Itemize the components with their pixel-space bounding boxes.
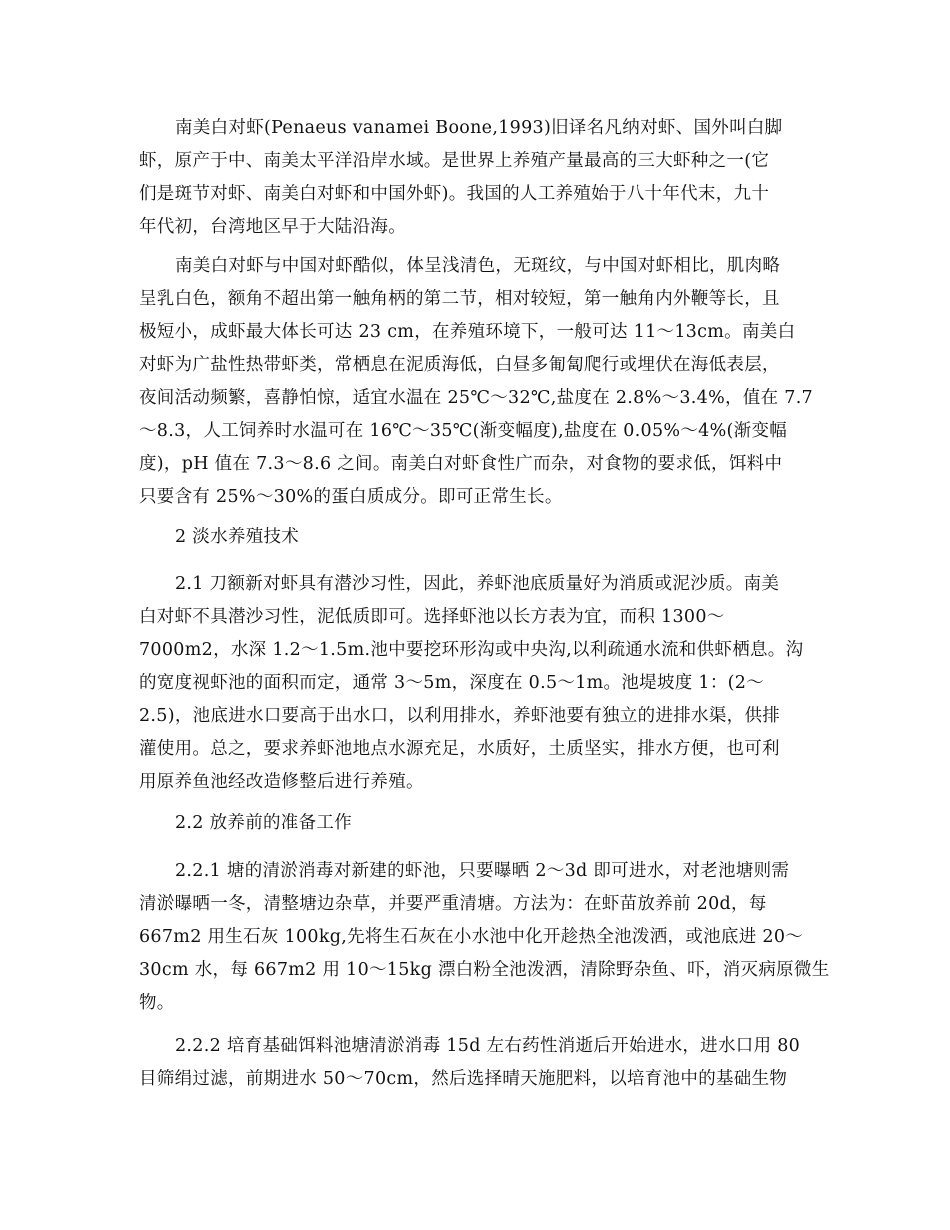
paragraph-description (139, 250, 819, 514)
text-line: ～8.3，人工饲养时水温可在 16℃～35℃(渐变幅度),盐度在 0.05%～4%(渐变幅 (139, 421, 788, 441)
text-line: 白对虾不具潜沙习性，泥低质即可。选择虾池以长方表为宜，而积 1300～ (139, 607, 725, 627)
text-line: 30cm 水，每 667m2 用 10～15kg 漂白粉全池泼洒，清除野杂鱼、吓，消灭病原微生 (139, 960, 830, 980)
text-line: 虾，原产于中、南美太平洋沿岸水域。是世界上养殖产量最高的三大虾种之一(它 (139, 151, 770, 171)
text-line: 2.2.2 培育基础饵料池塘清淤消毒 15d 左右药性消逝后开始进水，进水口用 80 (175, 1036, 801, 1056)
paragraph-2-2-2 (139, 1030, 819, 1096)
text-line: 7000m2，水深 1.2～1.5m.池中要挖环形沟或中央沟,以利疏通水流和供虾栖息。沟 (139, 640, 804, 660)
paragraph-intro (139, 112, 819, 244)
section-heading-2 (139, 521, 819, 554)
text-line: 2.1 刀额新对虾具有潜沙习性，因此，养虾池底质量好为消质或泥沙质。南美 (175, 574, 780, 594)
text-line: 夜间活动频繁，喜静怕惊，适宜水温在 25℃～32℃,盐度在 2.8%～3.4%，值在 7.7 (139, 388, 813, 408)
text-line: 南美白对虾(Penaeus vanamei Boone,1993)旧译名凡纳对虾、国外叫白脚 (175, 118, 783, 138)
text-line: 们是斑节对虾、南美白对虾和中国外虾)。我国的人工养殖始于八十年代末，九十 (139, 184, 770, 204)
paragraph-2-1 (139, 568, 819, 799)
text-line: 度)，pH 值在 7.3～8.6 之间。南美白对虾食性广而杂，对食物的要求低，饵料中 (139, 454, 783, 474)
text-line: 的宽度视虾池的面积而定，通常 3～5m，深度在 0.5～1m。池堤坡度 1：(2～ (139, 673, 765, 693)
text-line: 目筛绢过滤，前期进水 50～70cm，然后选择晴天施肥料，以培育池中的基础生物 (139, 1069, 788, 1089)
text-line: 南美白对虾与中国对虾酷似，体呈浅清色，无斑纹，与中国对虾相比，肌肉略 (175, 256, 781, 276)
text-line: 只要含有 25%～30%的蛋白质成分。即可正常生长。 (139, 487, 563, 507)
text-line: 667m2 用生石灰 100kg,先将生石灰在小水池中化开趁热全池泼洒，或池底进 20～ (139, 927, 804, 947)
text-line: 极短小，成虾最大体长可达 23 cm，在养殖环境下，一般可达 11～13cm。南美白 (139, 322, 796, 342)
section-heading-2-2 (139, 807, 819, 840)
text-line: 2.2.1 塘的清淤消毒对新建的虾池，只要曝晒 2～3d 即可进水，对老池塘则需 (175, 861, 790, 881)
heading-text: 2 淡水养殖技术 (175, 527, 300, 547)
text-line: 年代初，台湾地区早于大陆沿海。 (139, 217, 406, 237)
text-line: 2.5)，池底进水口要高于出水口，以利用排水，养虾池要有独立的进排水渠，供排 (139, 706, 781, 726)
paragraph-2-2-1 (139, 855, 830, 1020)
text-line: 灌使用。总之，要求养虾池地点水源充足，水质好，土质坚实，排水方便，也可利 (139, 739, 780, 759)
text-line: 对虾为广盐性热带虾类，常栖息在泥质海低，白昼多匍匐爬行或埋伏在海低表层， (139, 355, 780, 375)
heading-text: 2.2 放养前的准备工作 (175, 813, 352, 833)
text-line: 物。 (139, 993, 175, 1013)
text-line: 用原养鱼池经改造修整后进行养殖。 (139, 772, 424, 792)
text-line: 清淤曝晒一冬，清整塘边杂草，并要严重清塘。方法为：在虾苗放养前 20d，每 (139, 894, 767, 914)
text-line: 呈乳白色，额角不超出第一触角柄的第二节，相对较短，第一触角内外鞭等长，且 (139, 289, 780, 309)
